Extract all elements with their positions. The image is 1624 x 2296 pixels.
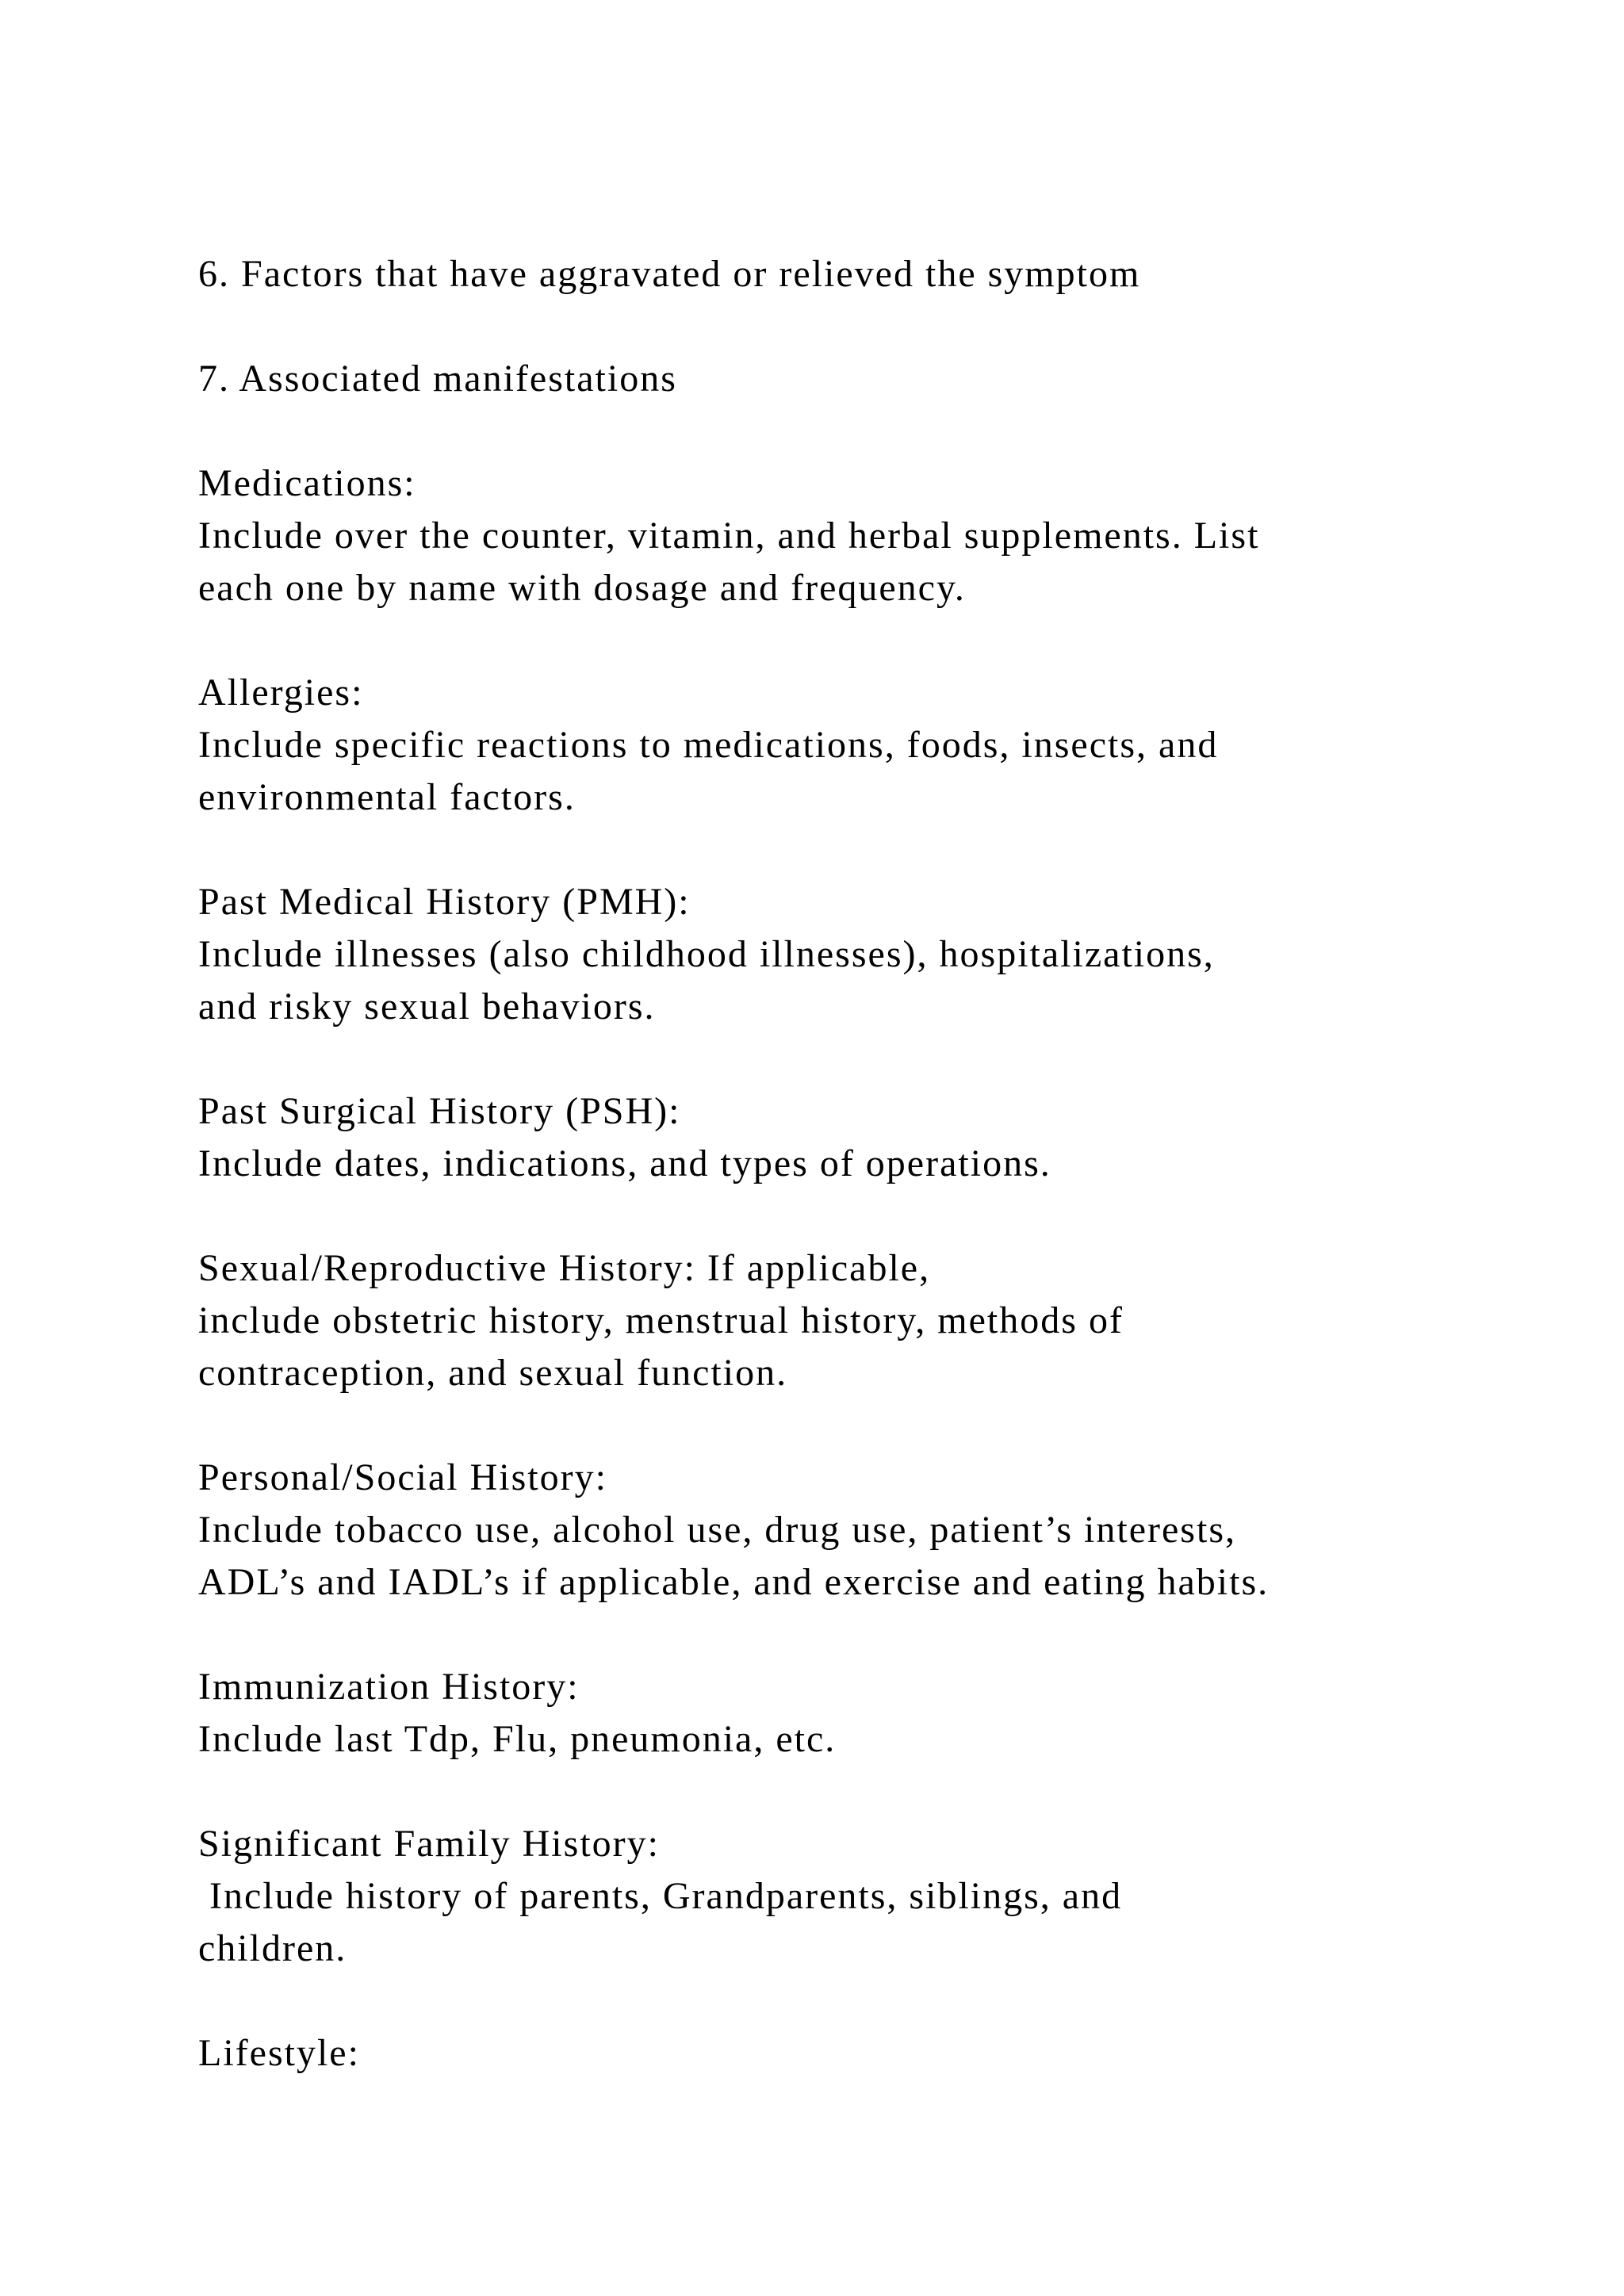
lifestyle-heading: Lifestyle:: [198, 2032, 360, 2074]
social-heading: Personal/Social History:: [198, 1456, 607, 1498]
reproductive-text-2: contraception, and sexual function.: [198, 1352, 788, 1394]
document-page: [198, 0, 1546, 2296]
social-text-1: Include tobacco use, alcohol use, drug use, patient’s interests,: [198, 1509, 1236, 1551]
medications-heading: Medications:: [198, 462, 416, 504]
psh-heading: Past Surgical History (PSH):: [198, 1090, 681, 1132]
psh-text-1: Include dates, indications, and types of operations.: [198, 1142, 1051, 1184]
reproductive-heading: Sexual/Reproductive History: If applicable,: [198, 1247, 931, 1289]
allergies-heading: Allergies:: [198, 672, 364, 714]
immunization-heading: Immunization History:: [198, 1666, 580, 1708]
family-text-2: children.: [198, 1927, 347, 1969]
allergies-text-2: environmental factors.: [198, 776, 576, 818]
immunization-text-1: Include last Tdp, Flu, pneumonia, etc.: [198, 1718, 837, 1760]
medications-text-1: Include over the counter, vitamin, and herbal supplements. List: [198, 515, 1260, 557]
medications-text-2: each one by name with dosage and frequency.: [198, 567, 966, 609]
pmh-heading: Past Medical History (PMH):: [198, 881, 691, 923]
reproductive-text-1: include obstetric history, menstrual history, methods of: [198, 1299, 1124, 1341]
family-heading: Significant Family History:: [198, 1823, 660, 1865]
allergies-text-1: Include specific reactions to medications, foods, insects, and: [198, 724, 1219, 766]
family-text-1: Include history of parents, Grandparents, siblings, and: [198, 1875, 1123, 1917]
pmh-text-1: Include illnesses (also childhood illnesses), hospitalizations,: [198, 933, 1215, 975]
list-item-6: 6. Factors that have aggravated or relieved the symptom: [198, 253, 1141, 295]
social-text-2: ADL’s and IADL’s if applicable, and exercise and eating habits.: [198, 1561, 1270, 1603]
list-item-7: 7. Associated manifestations: [198, 358, 677, 400]
pmh-text-2: and risky sexual behaviors.: [198, 985, 656, 1027]
